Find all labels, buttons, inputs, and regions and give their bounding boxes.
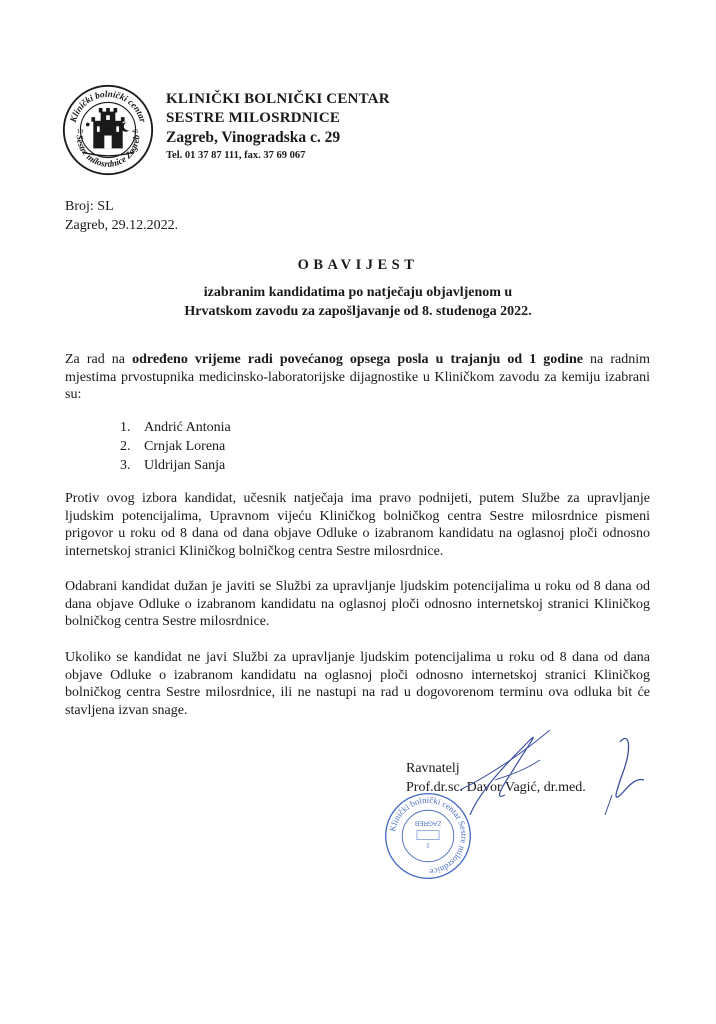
- paragraph-objection: Protiv ovog izbora kandidat, učesnik natječaja ima pravo podnijeti, putem Službe za upravljanje ljudskim potencijalima, Upravnom vijeću Kliničkog bolničkog centra Sestre milosrdnice pismeni prigovor u roku od 8 dana od dana objave Odluke o izabranom kandidatu na oglasnoj ploči odnosno internetskoj stranici Kliničkog bolničkog centra Sestre milosrdnice.: [65, 491, 650, 559]
- svg-text:Klinički bolnički centar Sestr: [387, 795, 469, 877]
- stamp-center-number: 2: [426, 841, 430, 848]
- subtitle-line2: Hrvatskom zavodu za zapošljavanje od 8. studenoga 2022.: [184, 304, 532, 319]
- stamp-text: Klinički bolnički centar Sestre milosrdnice: [387, 794, 470, 878]
- paragraph-report: Odabrani kandidat dužan je javiti se Službi za upravljanje ljudskim potencijalima u roku od 8 dana od dana objave Odluke o izabranom kandidatu na oglasnoj ploči odnosno internetskoj stranici Kliničkog bolničkog centra Sestre milosrdnice.: [65, 579, 650, 630]
- intro-text-bold: određeno vrijeme radi povećanog opsega posla u trajanju od 1 godine: [132, 352, 583, 367]
- signatory-name: Prof.dr.sc. Davor Vagić, dr.med.: [406, 779, 586, 795]
- svg-text:Sestre milosrdnice Zagreb: Sestre milosrdnice Zagreb: [74, 134, 142, 169]
- list-item-name: Uldrijan Sanja: [144, 458, 226, 473]
- document-number: Broj: SL: [65, 199, 114, 214]
- list-item-number: 1.: [120, 420, 131, 435]
- official-stamp: [382, 790, 474, 882]
- institution-contact: Tel. 01 37 87 111, fax. 37 69 067: [166, 150, 306, 161]
- list-item: [120, 437, 231, 456]
- list-item: [120, 456, 231, 475]
- list-item-name: Crnjak Lorena: [144, 439, 226, 454]
- list-item-number: 3.: [120, 458, 131, 473]
- paragraph-invalidation: Ukoliko se kandidat ne javi Službi za upravljanje ljudskim potencijalima u roku od 8 dana od dana objave Odluke o izabranom kandidatu na oglasnoj ploči odnosno internetskoj stranici Kliničkog bolničkog centra Sestre milosrdnice, ili ne nastupi na rad u dogovorenom terminu ova odluka bit će stavljena izvan snage.: [65, 650, 650, 718]
- logo-year-left: 18: [76, 127, 84, 135]
- institution-name-line1: KLINIČKI BOLNIČKI CENTAR: [166, 91, 390, 107]
- institution-name-line2: SESTRE MILOSRDNICE: [166, 110, 341, 126]
- institution-address: Zagreb, Vinogradska c. 29: [166, 129, 341, 146]
- intro-text-b: na radnim mjestima prvostupnika medicinsko-laboratorijske dijagnostike u Kliničkom zavodu za kemiju izabrani su:: [65, 352, 650, 403]
- subtitle-line1: izabranim kandidatima po natječaju objavljenom u: [203, 285, 513, 300]
- hospital-logo: [62, 84, 154, 176]
- institution-header: [166, 90, 390, 164]
- paragraph-intro: [65, 351, 650, 404]
- stamp-city: ZAGREB: [414, 819, 442, 827]
- list-item: [120, 418, 231, 437]
- logo-year-right: 46: [131, 127, 139, 135]
- list-item-name: Andrić Antonia: [144, 420, 231, 435]
- intro-text-a: Za rad na: [65, 352, 133, 367]
- document-meta: [65, 197, 178, 235]
- document-place-date: Zagreb, 29.12.2022.: [65, 218, 179, 233]
- signatory-role: Ravnatelj: [406, 761, 460, 776]
- list-item-number: 2.: [120, 439, 131, 454]
- svg-text:Klinički bolnički centar: Klinički bolnički centar: [67, 88, 149, 124]
- document-subtitle: [0, 283, 716, 321]
- document-title: OBAVIJEST: [297, 257, 419, 273]
- candidate-list: [120, 418, 231, 475]
